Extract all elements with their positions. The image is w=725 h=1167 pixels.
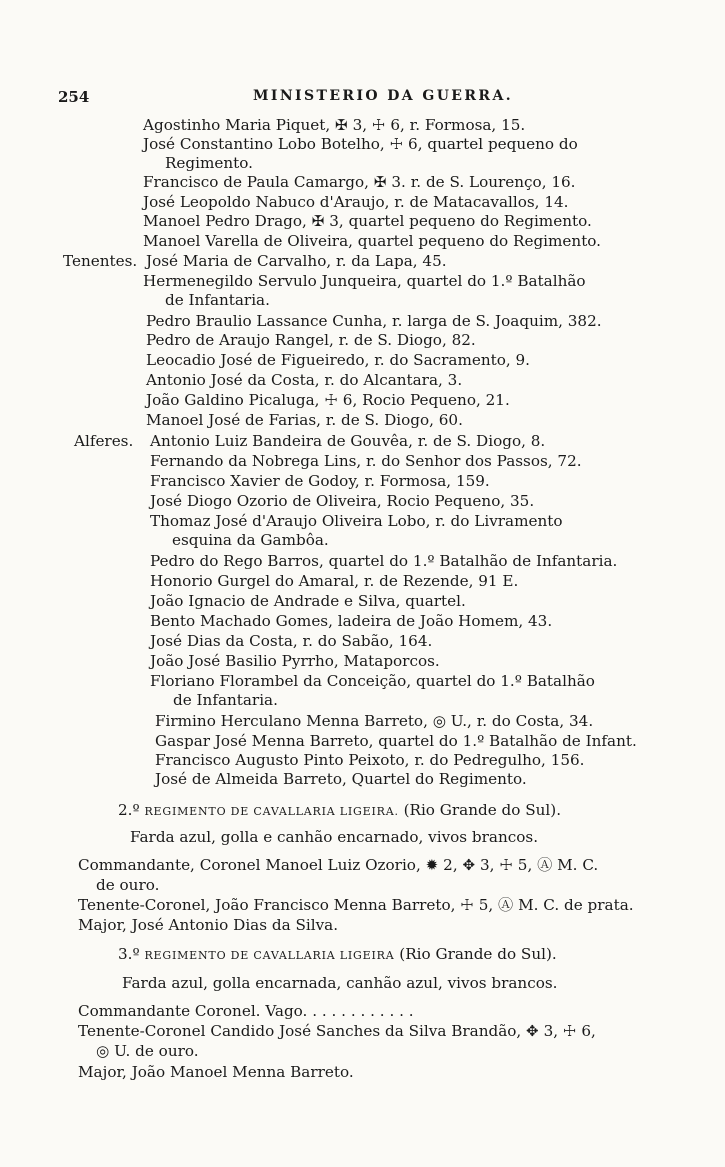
entry: Honorio Gurgel do Amaral, r. de Rezende, 91 E. — [150, 572, 519, 590]
page-header — [58, 88, 708, 110]
section-line-continuation: ◎ U. de ouro. — [96, 1042, 199, 1060]
section-number: 2.º — [118, 801, 140, 819]
entry: Pedro Braulio Lassance Cunha, r. larga de S. Joaquim, 382. — [146, 312, 602, 330]
section-line: Tenente-Coronel Candido José Sanches da Silva Brandão, ✥ 3, ☩ 6, — [78, 1022, 596, 1040]
section-number: 3.º — [118, 945, 140, 963]
entry: Manoel José de Farias, r. de S. Diogo, 60. — [146, 411, 463, 429]
entry: José Dias da Costa, r. do Sabão, 164. — [150, 632, 433, 650]
running-title: MINISTERIO DA GUERRA. — [253, 88, 513, 104]
entry: José Constantino Lobo Botelho, ☩ 6, quartel pequeno do — [143, 135, 578, 153]
section-line: Commandante, Coronel Manoel Luiz Ozorio, ✹ 2, ✥ 3, ☩ 5, Ⓐ M. C. — [78, 856, 599, 874]
page-number: 254 — [58, 88, 90, 106]
entry: Francisco Augusto Pinto Peixoto, r. do Pedregulho, 156. — [155, 751, 585, 769]
entry: Gaspar José Menna Barreto, quartel do 1.º Batalhão de Infant. — [155, 732, 637, 750]
entry-continuation: esquina da Gambôa. — [172, 531, 329, 549]
section-line: Tenente-Coronel, João Francisco Menna Barreto, ☩ 5, Ⓐ M. C. de prata. — [78, 896, 634, 914]
entry: Fernando da Nobrega Lins, r. do Senhor dos Passos, 72. — [150, 452, 582, 470]
rank-label-alferes: Alferes. — [74, 432, 134, 450]
entry: Francisco Xavier de Godoy, r. Formosa, 159. — [150, 472, 490, 490]
entry-continuation: de Infantaria. — [173, 691, 278, 709]
entry: Manoel Varella de Oliveira, quartel pequeno do Regimento. — [143, 232, 601, 250]
entry-continuation: de Infantaria. — [165, 291, 270, 309]
section-heading-2 — [118, 800, 561, 822]
uniform-description: Farda azul, golla encarnada, canhão azul, vivos brancos. — [122, 974, 558, 992]
entry: Leocadio José de Figueiredo, r. do Sacramento, 9. — [146, 351, 531, 369]
section-heading-3 — [118, 944, 557, 966]
entry: Antonio José da Costa, r. do Alcantara, 3. — [146, 371, 463, 389]
entry: João José Basilio Pyrrho, Mataporcos. — [150, 652, 440, 670]
section-line: Major, João Manoel Menna Barreto. — [78, 1063, 354, 1081]
section-line: Commandante Coronel. Vago. . . . . . . . . . . . — [78, 1002, 414, 1020]
section-line-continuation: de ouro. — [96, 876, 160, 894]
entry: Thomaz José d'Araujo Oliveira Lobo, r. do Livramento — [150, 512, 563, 530]
entry: Antonio Luiz Bandeira de Gouvêa, r. de S. Diogo, 8. — [150, 432, 546, 450]
entry: José de Almeida Barreto, Quartel do Regimento. — [155, 770, 527, 788]
entry: Agostinho Maria Piquet, ✠ 3, ☩ 6, r. Formosa, 15. — [143, 116, 526, 134]
section-title: REGIMENTO DE CAVALLARIA LIGEIRA. — [144, 805, 399, 818]
entry: Manoel Pedro Drago, ✠ 3, quartel pequeno do Regimento. — [143, 212, 592, 230]
uniform-description: Farda azul, golla e canhão encarnado, vivos brancos. — [130, 828, 539, 846]
entry: Pedro do Rego Barros, quartel do 1.º Batalhão de Infantaria. — [150, 552, 618, 570]
entry: José Maria de Carvalho, r. da Lapa, 45. — [146, 252, 447, 270]
entry: Hermenegildo Servulo Junqueira, quartel do 1.º Batalhão — [143, 272, 586, 290]
entry: Bento Machado Gomes, ladeira de João Homem, 43. — [150, 612, 553, 630]
entry: João Ignacio de Andrade e Silva, quartel. — [150, 592, 466, 610]
entry: Floriano Florambel da Conceição, quartel do 1.º Batalhão — [150, 672, 595, 690]
section-line: Major, José Antonio Dias da Silva. — [78, 916, 339, 934]
rank-label-tenentes: Tenentes. — [63, 252, 138, 270]
entry: Francisco de Paula Camargo, ✠ 3. r. de S. Lourenço, 16. — [143, 173, 576, 191]
section-title: REGIMENTO DE CAVALLARIA LIGEIRA — [144, 949, 395, 962]
entry: José Diogo Ozorio de Oliveira, Rocio Pequeno, 35. — [150, 492, 535, 510]
section-place: (Rio Grande do Sul). — [399, 945, 557, 963]
entry: Pedro de Araujo Rangel, r. de S. Diogo, 82. — [146, 331, 476, 349]
section-place: (Rio Grande do Sul). — [403, 801, 562, 819]
entry: José Leopoldo Nabuco d'Araujo, r. de Matacavallos, 14. — [143, 193, 569, 211]
entry-continuation: Regimento. — [165, 154, 253, 172]
entry: João Galdino Picaluga, ☩ 6, Rocio Pequeno, 21. — [146, 391, 510, 409]
entry: Firmino Herculano Menna Barreto, ◎ U., r. do Costa, 34. — [155, 712, 594, 730]
